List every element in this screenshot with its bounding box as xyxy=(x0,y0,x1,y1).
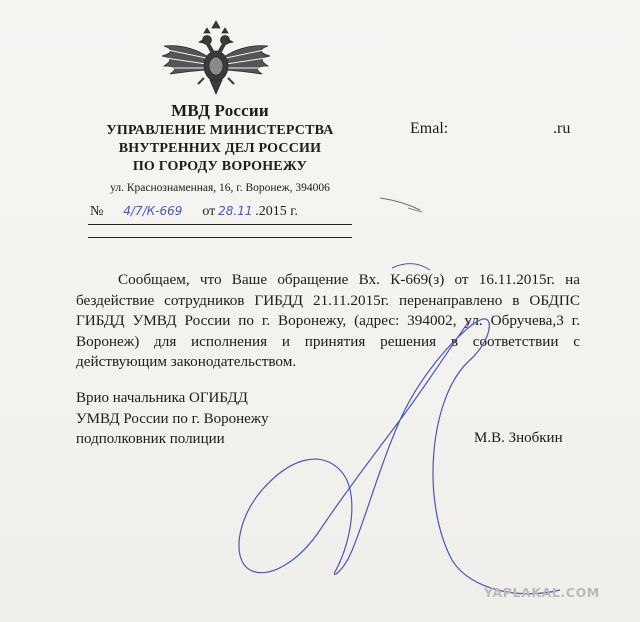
handwritten-date: 28.11 xyxy=(218,204,253,218)
number-prefix: № xyxy=(90,204,104,219)
date-suffix: .2015 г. xyxy=(255,204,298,219)
email-label: Emal: xyxy=(410,120,449,137)
signatory-position-2: УМВД России по г. Воронежу xyxy=(76,410,269,427)
email-domain: .ru xyxy=(553,120,571,137)
signatory-position-1: Врио начальника ОГИБДД xyxy=(76,390,248,406)
reference-line xyxy=(90,204,298,220)
signatory-rank: подполковник полиции xyxy=(76,431,225,447)
site-watermark: YAPLAKAL.COM xyxy=(484,585,600,600)
letter-body xyxy=(76,270,580,373)
handwritten-number: 4/7/К-669 xyxy=(123,204,183,218)
divider-bottom xyxy=(88,237,352,238)
divider-top xyxy=(88,224,352,225)
department-line-1: УПРАВЛЕНИЕ МИНИСТЕРСТВА xyxy=(106,123,334,138)
ministry-title: МВД России xyxy=(171,101,269,120)
signatory-name: М.В. Знобкин xyxy=(474,430,563,446)
date-prefix: от xyxy=(202,204,216,219)
signature-block xyxy=(76,388,269,450)
department-address: ул. Краснознаменная, 16, г. Воронеж, 394006 xyxy=(110,182,330,194)
body-paragraph: Сообщаем, что Ваше обращение Вх. К-669(з) от 16.11.2015г. на бездействие сотрудников ГИБДД 21.11.2015г. перенаправлено в ОБДПС ГИБДД УМВД России по г. Воронежу, (адрес: 394002, ул. Обручева,3 г. Воронеж) для исполнения и принятия решения в соответствии с действующим законодательством. xyxy=(76,271,580,370)
pen-stroke-mark xyxy=(378,190,438,220)
department-line-2: ВНУТРЕННИХ ДЕЛ РОССИИ xyxy=(118,141,322,156)
department-line-3: ПО ГОРОДУ ВОРОНЕЖУ xyxy=(132,159,308,174)
eagle-emblem-icon xyxy=(160,20,272,100)
